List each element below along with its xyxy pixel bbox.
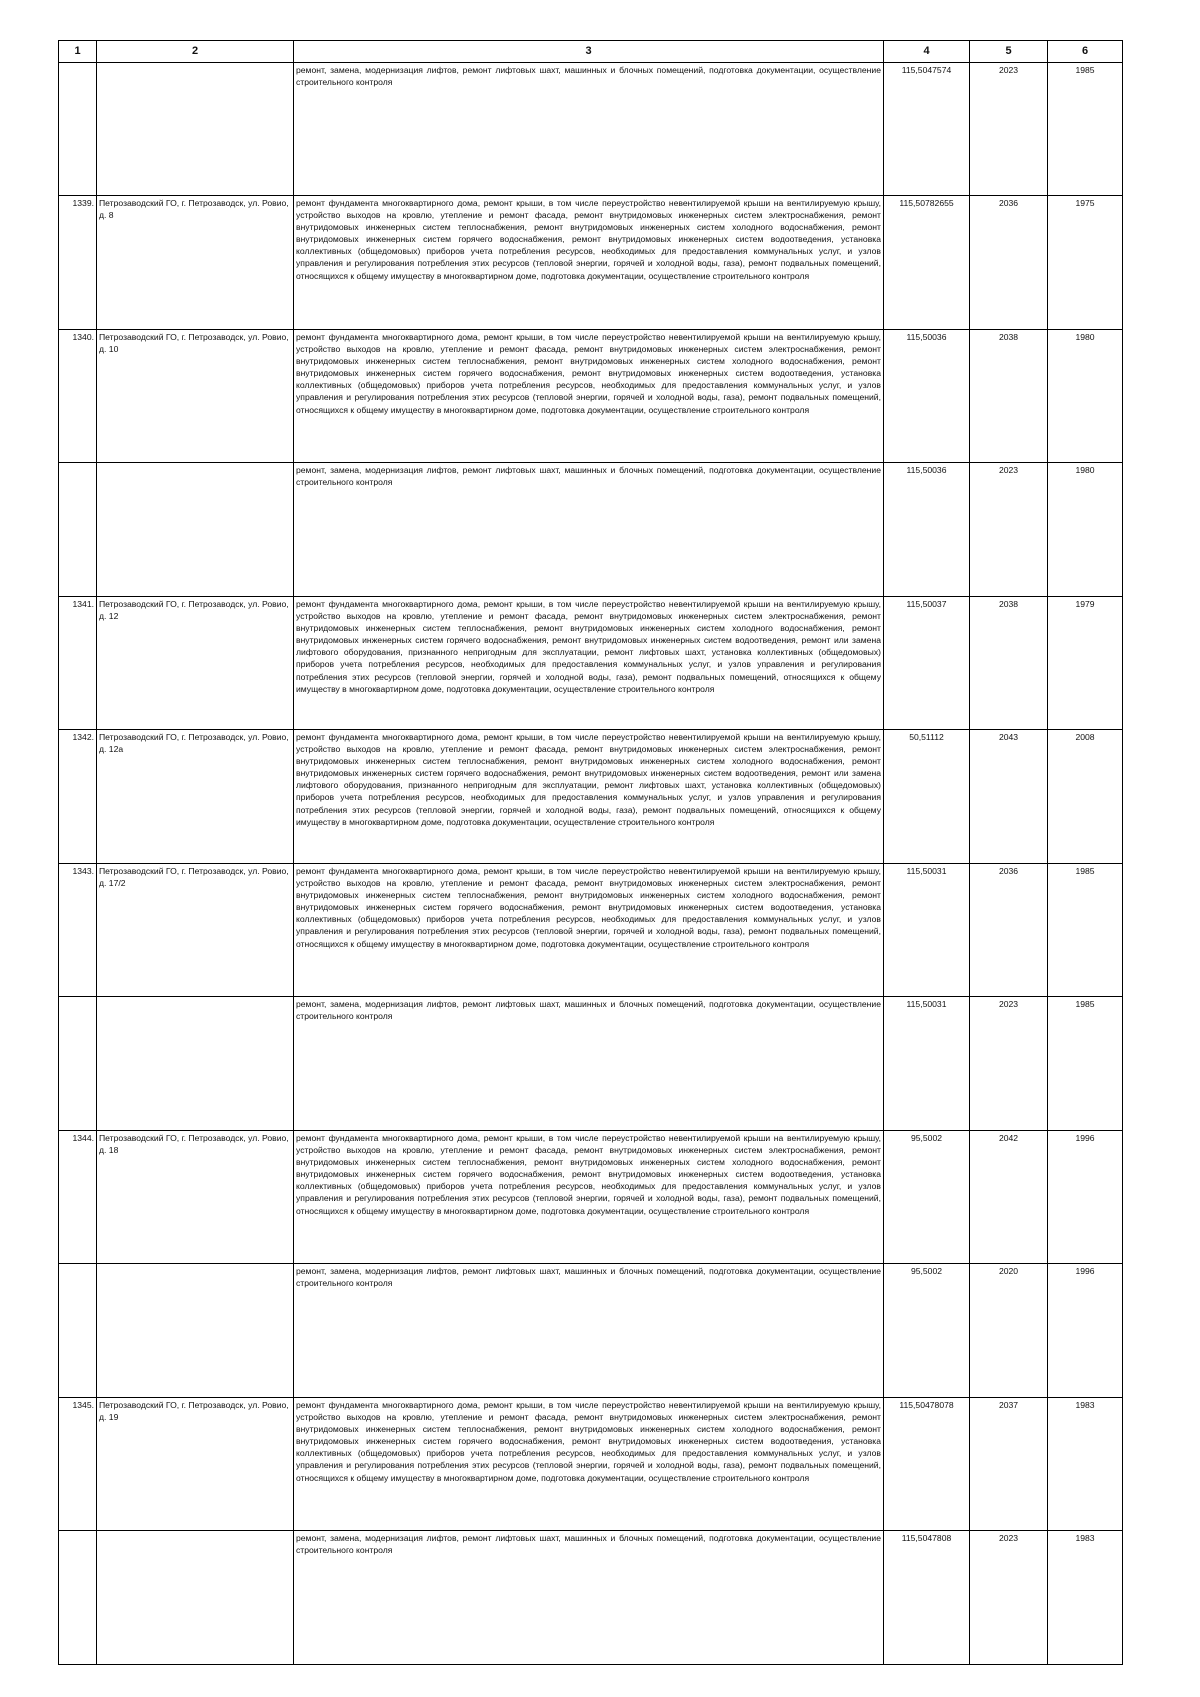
address-cell: Петрозаводский ГО, г. Петрозаводск, ул. Ровио, д. 17/2 bbox=[97, 864, 294, 997]
works-cell: ремонт фундамента многоквартирного дома, ремонт крыши, в том числе переустройство невентилируемой крыши на вентилируемую крышу, устройство выходов на кровлю, утепление и ремонт фасада, ремонт внутридомовых инженерных систем электроснабжения, ремонт внутридомовых инженерных систем теплоснабжения, ремонт внутридомовых инженерных систем холодного водоснабжения, ремонт внутридомовых инженерных систем горячего водоснабжения, ремонт внутридомовых инженерных систем водоотведения, ремонт или замена лифтового оборудования, признанного непригодным для эксплуатации, ремонт лифтовых шахт, установка коллективных (общедомовых) приборов учета потребления ресурсов, необходимых для предоставления коммунальных услуг, и узлов управления и регулирования потребления этих ресурсов (тепловой энергии, горячей и холодной воды, газа), ремонт подвальных помещений, относящихся к общему имуществу в многоквартирном доме, подготовка документации, осуществление строительного контроля bbox=[294, 597, 884, 730]
row-number: 1339. bbox=[59, 196, 97, 330]
cost-cell: 115,5047808 bbox=[884, 1531, 970, 1665]
table-row bbox=[59, 1531, 1123, 1665]
table-row bbox=[59, 1131, 1123, 1264]
address-cell bbox=[97, 1531, 294, 1665]
row-number: 1341. bbox=[59, 597, 97, 730]
planned-year-cell: 2020 bbox=[970, 1264, 1048, 1398]
address-cell: Петрозаводский ГО, г. Петрозаводск, ул. Ровио, д. 18 bbox=[97, 1131, 294, 1264]
address-cell: Петрозаводский ГО, г. Петрозаводск, ул. Ровио, д. 19 bbox=[97, 1398, 294, 1531]
address-cell bbox=[97, 463, 294, 597]
cost-cell: 115,50478078 bbox=[884, 1398, 970, 1531]
commissioning-year-cell: 1996 bbox=[1048, 1264, 1123, 1398]
row-number: 1343. bbox=[59, 864, 97, 997]
works-cell: ремонт, замена, модернизация лифтов, ремонт лифтовых шахт, машинных и блочных помещений, подготовка документации, осуществление строительного контроля bbox=[294, 1264, 884, 1398]
row-number: 1345. bbox=[59, 1398, 97, 1531]
commissioning-year-cell: 1980 bbox=[1048, 463, 1123, 597]
cost-cell: 115,50036 bbox=[884, 463, 970, 597]
table-row bbox=[59, 1264, 1123, 1398]
row-number: 1342. bbox=[59, 730, 97, 864]
works-cell: ремонт фундамента многоквартирного дома, ремонт крыши, в том числе переустройство невентилируемой крыши на вентилируемую крышу, устройство выходов на кровлю, утепление и ремонт фасада, ремонт внутридомовых инженерных систем электроснабжения, ремонт внутридомовых инженерных систем теплоснабжения, ремонт внутридомовых инженерных систем холодного водоснабжения, ремонт внутридомовых инженерных систем горячего водоснабжения, ремонт внутридомовых инженерных систем водоотведения, установка коллективных (общедомовых) приборов учета потребления ресурсов, необходимых для предоставления коммунальных услуг, и узлов управления и регулирования потребления этих ресурсов (тепловой энергии, горячей и холодной воды, газа), ремонт подвальных помещений, относящихся к общему имуществу в многоквартирном доме, подготовка документации, осуществление строительного контроля bbox=[294, 330, 884, 463]
table-row bbox=[59, 597, 1123, 730]
cost-cell: 115,50036 bbox=[884, 330, 970, 463]
planned-year-cell: 2023 bbox=[970, 997, 1048, 1131]
table-row bbox=[59, 864, 1123, 997]
column-number-header-row bbox=[59, 41, 1123, 63]
commissioning-year-cell: 1980 bbox=[1048, 330, 1123, 463]
column-header-3: 3 bbox=[294, 41, 884, 63]
address-cell bbox=[97, 63, 294, 196]
address-cell: Петрозаводский ГО, г. Петрозаводск, ул. Ровио, д. 10 bbox=[97, 330, 294, 463]
commissioning-year-cell: 1983 bbox=[1048, 1531, 1123, 1665]
cost-cell: 115,50782655 bbox=[884, 196, 970, 330]
planned-year-cell: 2042 bbox=[970, 1131, 1048, 1264]
cost-cell: 115,5047574 bbox=[884, 63, 970, 196]
cost-cell: 95,5002 bbox=[884, 1131, 970, 1264]
cost-cell: 95,5002 bbox=[884, 1264, 970, 1398]
works-cell: ремонт, замена, модернизация лифтов, ремонт лифтовых шахт, машинных и блочных помещений, подготовка документации, осуществление строительного контроля bbox=[294, 63, 884, 196]
works-cell: ремонт фундамента многоквартирного дома, ремонт крыши, в том числе переустройство невентилируемой крыши на вентилируемую крышу, устройство выходов на кровлю, утепление и ремонт фасада, ремонт внутридомовых инженерных систем электроснабжения, ремонт внутридомовых инженерных систем теплоснабжения, ремонт внутридомовых инженерных систем холодного водоснабжения, ремонт внутридомовых инженерных систем горячего водоснабжения, ремонт внутридомовых инженерных систем водоотведения, установка коллективных (общедомовых) приборов учета потребления ресурсов, необходимых для предоставления коммунальных услуг, и узлов управления и регулирования потребления этих ресурсов (тепловой энергии, горячей и холодной воды, газа), ремонт подвальных помещений, относящихся к общему имуществу в многоквартирном доме, подготовка документации, осуществление строительного контроля bbox=[294, 864, 884, 997]
planned-year-cell: 2023 bbox=[970, 463, 1048, 597]
column-header-1: 1 bbox=[59, 41, 97, 63]
works-cell: ремонт, замена, модернизация лифтов, ремонт лифтовых шахт, машинных и блочных помещений, подготовка документации, осуществление строительного контроля bbox=[294, 1531, 884, 1665]
address-cell: Петрозаводский ГО, г. Петрозаводск, ул. Ровио, д. 12а bbox=[97, 730, 294, 864]
works-cell: ремонт фундамента многоквартирного дома, ремонт крыши, в том числе переустройство невентилируемой крыши на вентилируемую крышу, устройство выходов на кровлю, утепление и ремонт фасада, ремонт внутридомовых инженерных систем электроснабжения, ремонт внутридомовых инженерных систем теплоснабжения, ремонт внутридомовых инженерных систем холодного водоснабжения, ремонт внутридомовых инженерных систем горячего водоснабжения, ремонт внутридомовых инженерных систем водоотведения, ремонт или замена лифтового оборудования, признанного непригодным для эксплуатации, ремонт лифтовых шахт, установка коллективных (общедомовых) приборов учета потребления ресурсов, необходимых для предоставления коммунальных услуг, и узлов управления и регулирования потребления этих ресурсов (тепловой энергии, горячей и холодной воды, газа), ремонт подвальных помещений, относящихся к общему имуществу в многоквартирном доме, подготовка документации, осуществление строительного контроля bbox=[294, 730, 884, 864]
column-header-5: 5 bbox=[970, 41, 1048, 63]
row-number bbox=[59, 463, 97, 597]
cost-cell: 115,50037 bbox=[884, 597, 970, 730]
commissioning-year-cell: 1985 bbox=[1048, 997, 1123, 1131]
commissioning-year-cell: 1975 bbox=[1048, 196, 1123, 330]
cost-cell: 115,50031 bbox=[884, 997, 970, 1131]
address-cell: Петрозаводский ГО, г. Петрозаводск, ул. Ровио, д. 12 bbox=[97, 597, 294, 730]
planned-year-cell: 2043 bbox=[970, 730, 1048, 864]
table-row bbox=[59, 730, 1123, 864]
commissioning-year-cell: 1985 bbox=[1048, 864, 1123, 997]
address-cell: Петрозаводский ГО, г. Петрозаводск, ул. Ровио, д. 8 bbox=[97, 196, 294, 330]
table-row bbox=[59, 330, 1123, 463]
capital-repair-register-table bbox=[58, 40, 1123, 1665]
works-cell: ремонт, замена, модернизация лифтов, ремонт лифтовых шахт, машинных и блочных помещений, подготовка документации, осуществление строительного контроля bbox=[294, 463, 884, 597]
planned-year-cell: 2038 bbox=[970, 597, 1048, 730]
planned-year-cell: 2023 bbox=[970, 63, 1048, 196]
works-cell: ремонт, замена, модернизация лифтов, ремонт лифтовых шахт, машинных и блочных помещений, подготовка документации, осуществление строительного контроля bbox=[294, 997, 884, 1131]
row-number bbox=[59, 1264, 97, 1398]
cost-cell: 50,51112 bbox=[884, 730, 970, 864]
row-number: 1344. bbox=[59, 1131, 97, 1264]
row-number bbox=[59, 63, 97, 196]
table-row bbox=[59, 1398, 1123, 1531]
planned-year-cell: 2023 bbox=[970, 1531, 1048, 1665]
planned-year-cell: 2038 bbox=[970, 330, 1048, 463]
works-cell: ремонт фундамента многоквартирного дома, ремонт крыши, в том числе переустройство невентилируемой крыши на вентилируемую крышу, устройство выходов на кровлю, утепление и ремонт фасада, ремонт внутридомовых инженерных систем электроснабжения, ремонт внутридомовых инженерных систем теплоснабжения, ремонт внутридомовых инженерных систем холодного водоснабжения, ремонт внутридомовых инженерных систем горячего водоснабжения, ремонт внутридомовых инженерных систем водоотведения, установка коллективных (общедомовых) приборов учета потребления ресурсов, необходимых для предоставления коммунальных услуг, и узлов управления и регулирования потребления этих ресурсов (тепловой энергии, горячей и холодной воды, газа), ремонт подвальных помещений, относящихся к общему имуществу в многоквартирном доме, подготовка документации, осуществление строительного контроля bbox=[294, 1131, 884, 1264]
table-row bbox=[59, 463, 1123, 597]
commissioning-year-cell: 2008 bbox=[1048, 730, 1123, 864]
cost-cell: 115,50031 bbox=[884, 864, 970, 997]
address-cell bbox=[97, 1264, 294, 1398]
commissioning-year-cell: 1996 bbox=[1048, 1131, 1123, 1264]
works-cell: ремонт фундамента многоквартирного дома, ремонт крыши, в том числе переустройство невентилируемой крыши на вентилируемую крышу, устройство выходов на кровлю, утепление и ремонт фасада, ремонт внутридомовых инженерных систем электроснабжения, ремонт внутридомовых инженерных систем теплоснабжения, ремонт внутридомовых инженерных систем холодного водоснабжения, ремонт внутридомовых инженерных систем горячего водоснабжения, ремонт внутридомовых инженерных систем водоотведения, установка коллективных (общедомовых) приборов учета потребления ресурсов, необходимых для предоставления коммунальных услуг, и узлов управления и регулирования потребления этих ресурсов (тепловой энергии, горячей и холодной воды, газа), ремонт подвальных помещений, относящихся к общему имуществу в многоквартирном доме, подготовка документации, осуществление строительного контроля bbox=[294, 196, 884, 330]
row-number bbox=[59, 1531, 97, 1665]
column-header-2: 2 bbox=[97, 41, 294, 63]
address-cell bbox=[97, 997, 294, 1131]
works-cell: ремонт фундамента многоквартирного дома, ремонт крыши, в том числе переустройство невентилируемой крыши на вентилируемую крышу, устройство выходов на кровлю, утепление и ремонт фасада, ремонт внутридомовых инженерных систем электроснабжения, ремонт внутридомовых инженерных систем теплоснабжения, ремонт внутридомовых инженерных систем холодного водоснабжения, ремонт внутридомовых инженерных систем горячего водоснабжения, ремонт внутридомовых инженерных систем водоотведения, установка коллективных (общедомовых) приборов учета потребления ресурсов, необходимых для предоставления коммунальных услуг, и узлов управления и регулирования потребления этих ресурсов (тепловой энергии, горячей и холодной воды, газа), ремонт подвальных помещений, относящихся к общему имуществу в многоквартирном доме, подготовка документации, осуществление строительного контроля bbox=[294, 1398, 884, 1531]
column-header-6: 6 bbox=[1048, 41, 1123, 63]
commissioning-year-cell: 1979 bbox=[1048, 597, 1123, 730]
row-number bbox=[59, 997, 97, 1131]
table-row bbox=[59, 63, 1123, 196]
planned-year-cell: 2036 bbox=[970, 864, 1048, 997]
planned-year-cell: 2036 bbox=[970, 196, 1048, 330]
table-row bbox=[59, 196, 1123, 330]
column-header-4: 4 bbox=[884, 41, 970, 63]
planned-year-cell: 2037 bbox=[970, 1398, 1048, 1531]
table-row bbox=[59, 997, 1123, 1131]
row-number: 1340. bbox=[59, 330, 97, 463]
commissioning-year-cell: 1983 bbox=[1048, 1398, 1123, 1531]
commissioning-year-cell: 1985 bbox=[1048, 63, 1123, 196]
